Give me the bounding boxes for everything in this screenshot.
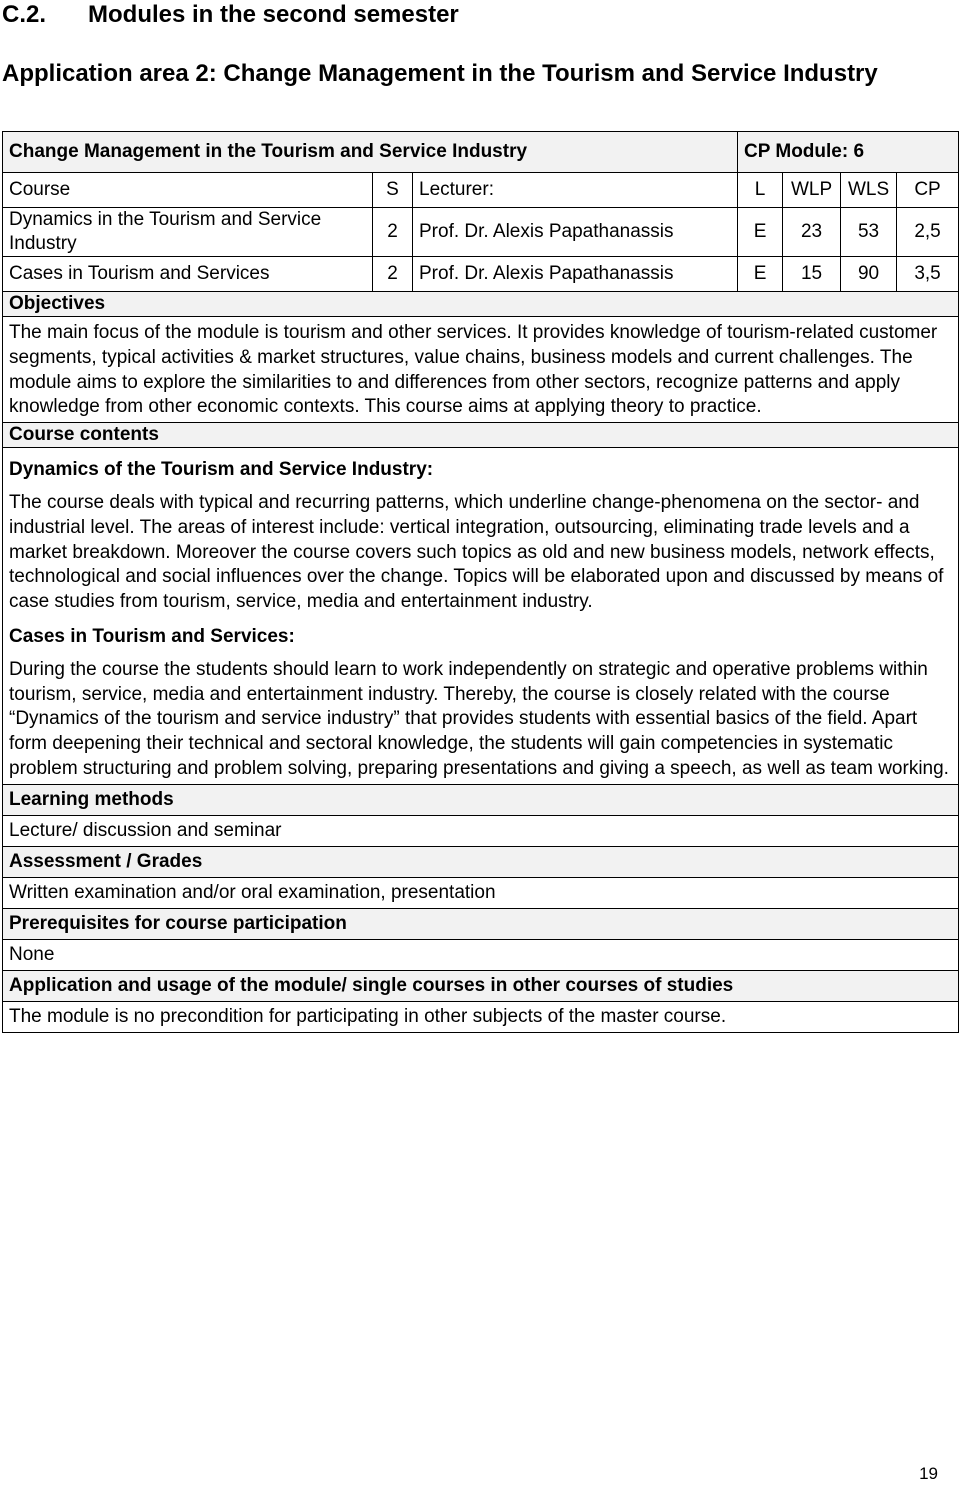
col-course: Course [3,173,373,208]
application-heading: Application and usage of the module/ single courses in other courses of studies [3,970,959,1001]
prerequisites-body-row [3,939,959,970]
course-wls: 90 [841,257,897,292]
prerequisites-heading-row [3,908,959,939]
application-heading-row [3,970,959,1001]
contents-body [3,448,959,785]
contents-sub1-text: The course deals with typical and recurring patterns, which underline change-phenomena on the sector- and industrial level. The areas of interest include: vertical integration, outsourcing, eliminating trade levels and a market breakdown. Moreover the course covers such topics as old and new business models, network effects, technological and social influences over the change. Topics will be elaborated upon and discussed by means of case studies from tourism, service, media and entertainment industry. [9,491,944,613]
course-l: E [738,257,783,292]
assessment-body-row [3,877,959,908]
course-l: E [738,208,783,257]
course-row [3,208,959,257]
course-name: Dynamics in the Tourism and Service Industry [3,208,373,257]
prerequisites-text: None [3,939,959,970]
course-s: 2 [373,208,413,257]
contents-sub2-heading: Cases in Tourism and Services: [9,625,295,647]
module-cp: CP Module: 6 [738,132,959,173]
col-wls: WLS [841,173,897,208]
course-wlp: 15 [783,257,841,292]
contents-sub1-heading: Dynamics of the Tourism and Service Industry: [9,459,434,481]
contents-sub2-text: During the course the students should learn to work independently on strategic and operative problems within tourism, service, media and entertainment industry. Thereby, the course is closely related with the course “Dynamics of the tourism and service industry” that provides students with essential basics of the field. Apart form deepening their technical and sectoral knowledge, the students will gain competencies in systematic problem structuring and problem solving, preparing presentations and giving a speech, as well as team working. [9,658,949,779]
application-area-heading: Application area 2: Change Management in the Tourism and Service Industry [2,60,878,87]
learning-methods-text: Lecture/ discussion and seminar [3,815,959,846]
application-text: The module is no precondition for participating in other subjects of the master course. [3,1001,959,1032]
objectives-heading-row [3,292,959,317]
course-lecturer: Prof. Dr. Alexis Papathanassis [413,208,738,257]
col-l: L [738,173,783,208]
objectives-body-row [3,317,959,423]
module-table [2,131,959,1033]
course-row [3,257,959,292]
contents-heading: Course contents [3,423,959,448]
course-wls: 53 [841,208,897,257]
learning-methods-heading: Learning methods [3,784,959,815]
application-body-row [3,1001,959,1032]
objectives-text: The main focus of the module is tourism and other services. It provides knowledge of tourism-related customer segments, typical activities & market structures, value chains, business models and current challenges. The module aims to explore the similarities to and differences from other sectors, recognize patterns and apply knowledge from other economic contexts. This course aims at applying theory to practice. [3,317,959,423]
course-wlp: 23 [783,208,841,257]
section-number: C.2. [2,1,47,28]
col-wlp: WLP [783,173,841,208]
col-lecturer: Lecturer: [413,173,738,208]
course-header-row [3,173,959,208]
page-number: 19 [919,1464,938,1483]
col-cp: CP [897,173,959,208]
assessment-text: Written examination and/or oral examination, presentation [3,877,959,908]
learning-methods-body-row [3,815,959,846]
assessment-heading: Assessment / Grades [3,846,959,877]
section-heading [2,0,459,30]
col-s: S [373,173,413,208]
course-lecturer: Prof. Dr. Alexis Papathanassis [413,257,738,292]
course-cp: 3,5 [897,257,959,292]
course-name: Cases in Tourism and Services [3,257,373,292]
section-title: Modules in the second semester [88,1,459,28]
objectives-heading: Objectives [3,292,959,317]
learning-methods-heading-row [3,784,959,815]
prerequisites-heading: Prerequisites for course participation [3,908,959,939]
course-s: 2 [373,257,413,292]
contents-heading-row [3,423,959,448]
course-cp: 2,5 [897,208,959,257]
module-title: Change Management in the Tourism and Service Industry [3,132,738,173]
contents-body-row [3,448,959,785]
assessment-heading-row [3,846,959,877]
module-title-row [3,132,959,173]
